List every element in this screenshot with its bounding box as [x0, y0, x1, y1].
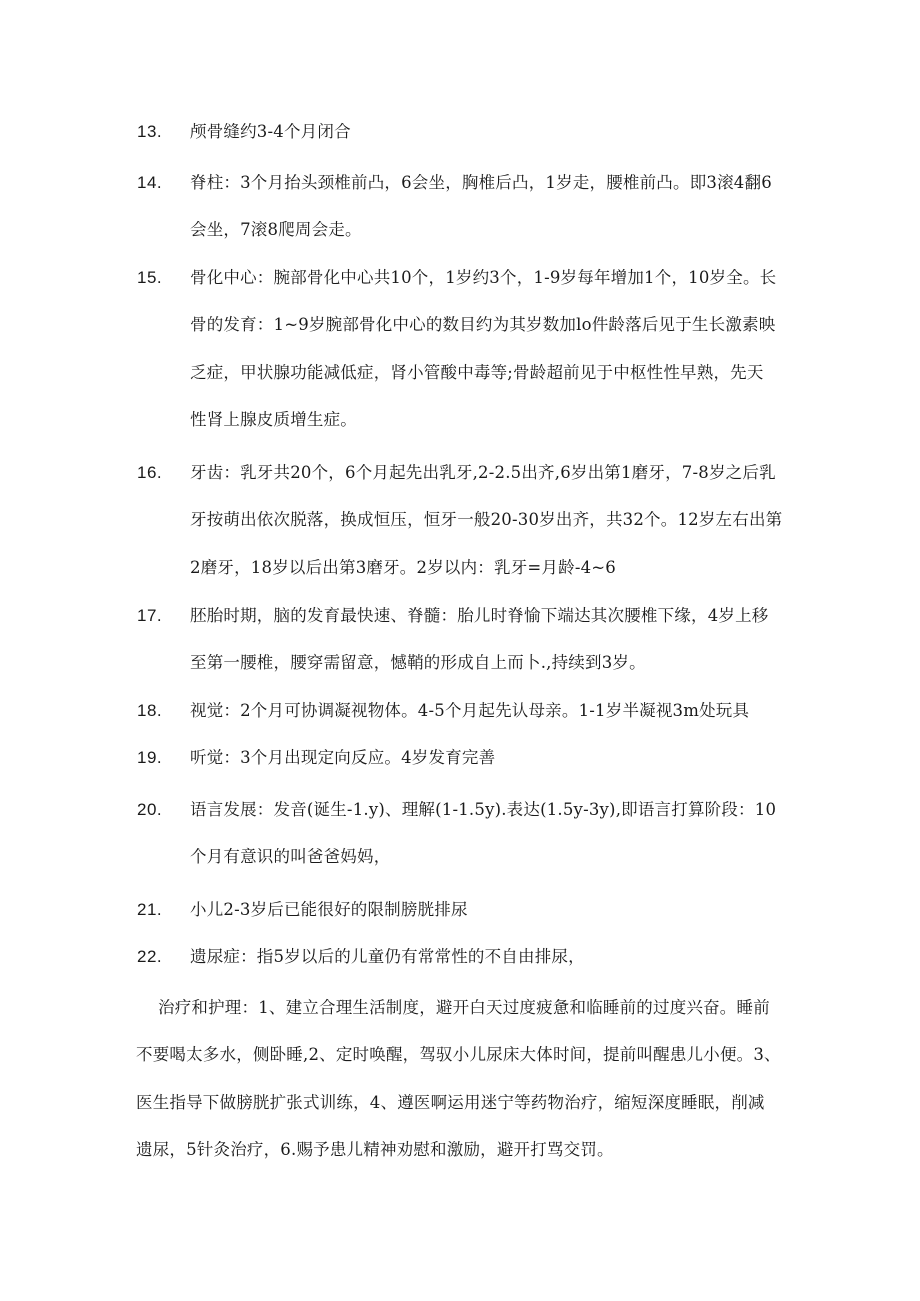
- item-text-line: 遗尿症：指5岁以后的儿童仍有常常性的不自由排尿，: [190, 947, 585, 966]
- item-text-line: 乏症，甲状腺功能减低症，肾小管酸中毒等;骨龄超前见于中枢性性早熟，先天: [190, 363, 764, 382]
- item-number: 17.: [137, 606, 163, 625]
- item-text-line: 语言发展：发音(诞生-1.y)、理解(1-1.5y).表达(1.5y-3y),即语言打算阶段：10: [190, 800, 777, 819]
- paragraph-line: 治疗和护理：1、建立合理生活制度，避开白天过度疲惫和临睡前的过度兴奋。睡前: [158, 998, 770, 1017]
- item-text-line: 脊柱：3个月抬头颈椎前凸，6会坐，胸椎后凸，1岁走，腰椎前凸。即3滚4翻6: [190, 173, 772, 192]
- item-text-line: 骨的发育：1~9岁腕部骨化中心的数目约为其岁数加lo件龄落后见于生长激素映: [190, 315, 776, 334]
- item-text-line: 会坐，7滚8爬周会走。: [190, 220, 362, 239]
- item-number: 13.: [137, 122, 163, 141]
- item-text-line: 小儿2-3岁后已能很好的限制膀胱排尿: [190, 900, 468, 919]
- item-number: 16.: [137, 463, 163, 482]
- item-number: 14.: [137, 173, 163, 192]
- item-text-line: 2磨牙，18岁以后出第3磨牙。2岁以内：乳牙=月龄-4~6: [190, 558, 617, 577]
- item-number: 20.: [137, 800, 163, 819]
- item-text-line: 牙齿：乳牙共20个，6个月起先出乳牙,2-2.5出齐,6岁出第1磨牙，7-8岁之后乳: [190, 463, 776, 482]
- item-text-line: 牙按萌出依次脱落，换成恒压，恒牙一般20-30岁出齐，共32个。12岁左右出第: [190, 510, 783, 529]
- item-number: 19.: [137, 748, 163, 767]
- item-text-line: 个月有意识的叫爸爸妈妈，: [190, 847, 391, 866]
- paragraph-line: 不要喝太多水，侧卧睡,2、定时唤醒，驾驭小儿尿床大体时间，提前叫醒患儿小便。3、: [136, 1045, 781, 1064]
- item-text-line: 胚胎时期，脑的发育最快速、脊髓：胎儿时脊愉下端达其次腰椎下缘，4岁上移: [190, 606, 769, 625]
- item-number: 21.: [137, 900, 163, 919]
- item-text-line: 听觉：3个月出现定向反应。4岁发育完善: [190, 748, 496, 767]
- paragraph-line: 医生指导下做膀胱扩张式训练，4、遵医啊运用迷宁等药物治疗，缩短深度睡眠，削减: [136, 1093, 765, 1112]
- item-text-line: 骨化中心：腕部骨化中心共10个，1岁约3个，1-9岁每年增加1个，10岁全。长: [190, 268, 777, 287]
- item-number: 15.: [137, 268, 163, 287]
- item-number: 22.: [137, 947, 163, 966]
- item-text-line: 颅骨缝约3-4个月闭合: [190, 122, 351, 141]
- item-number: 18.: [137, 701, 163, 720]
- item-text-line: 性肾上腺皮质增生症。: [190, 410, 357, 429]
- item-text-line: 至第一腰椎，腰穿需留意，憾鞘的形成自上而卜.,持续到3岁。: [190, 653, 646, 672]
- item-text-line: 视觉：2个月可协调凝视物体。4-5个月起先认母亲。1-1岁半凝视3m处玩具: [190, 701, 750, 720]
- paragraph-line: 遗尿，5针灸治疗，6.赐予患儿精神劝慰和激励，避开打骂交罚。: [136, 1140, 614, 1159]
